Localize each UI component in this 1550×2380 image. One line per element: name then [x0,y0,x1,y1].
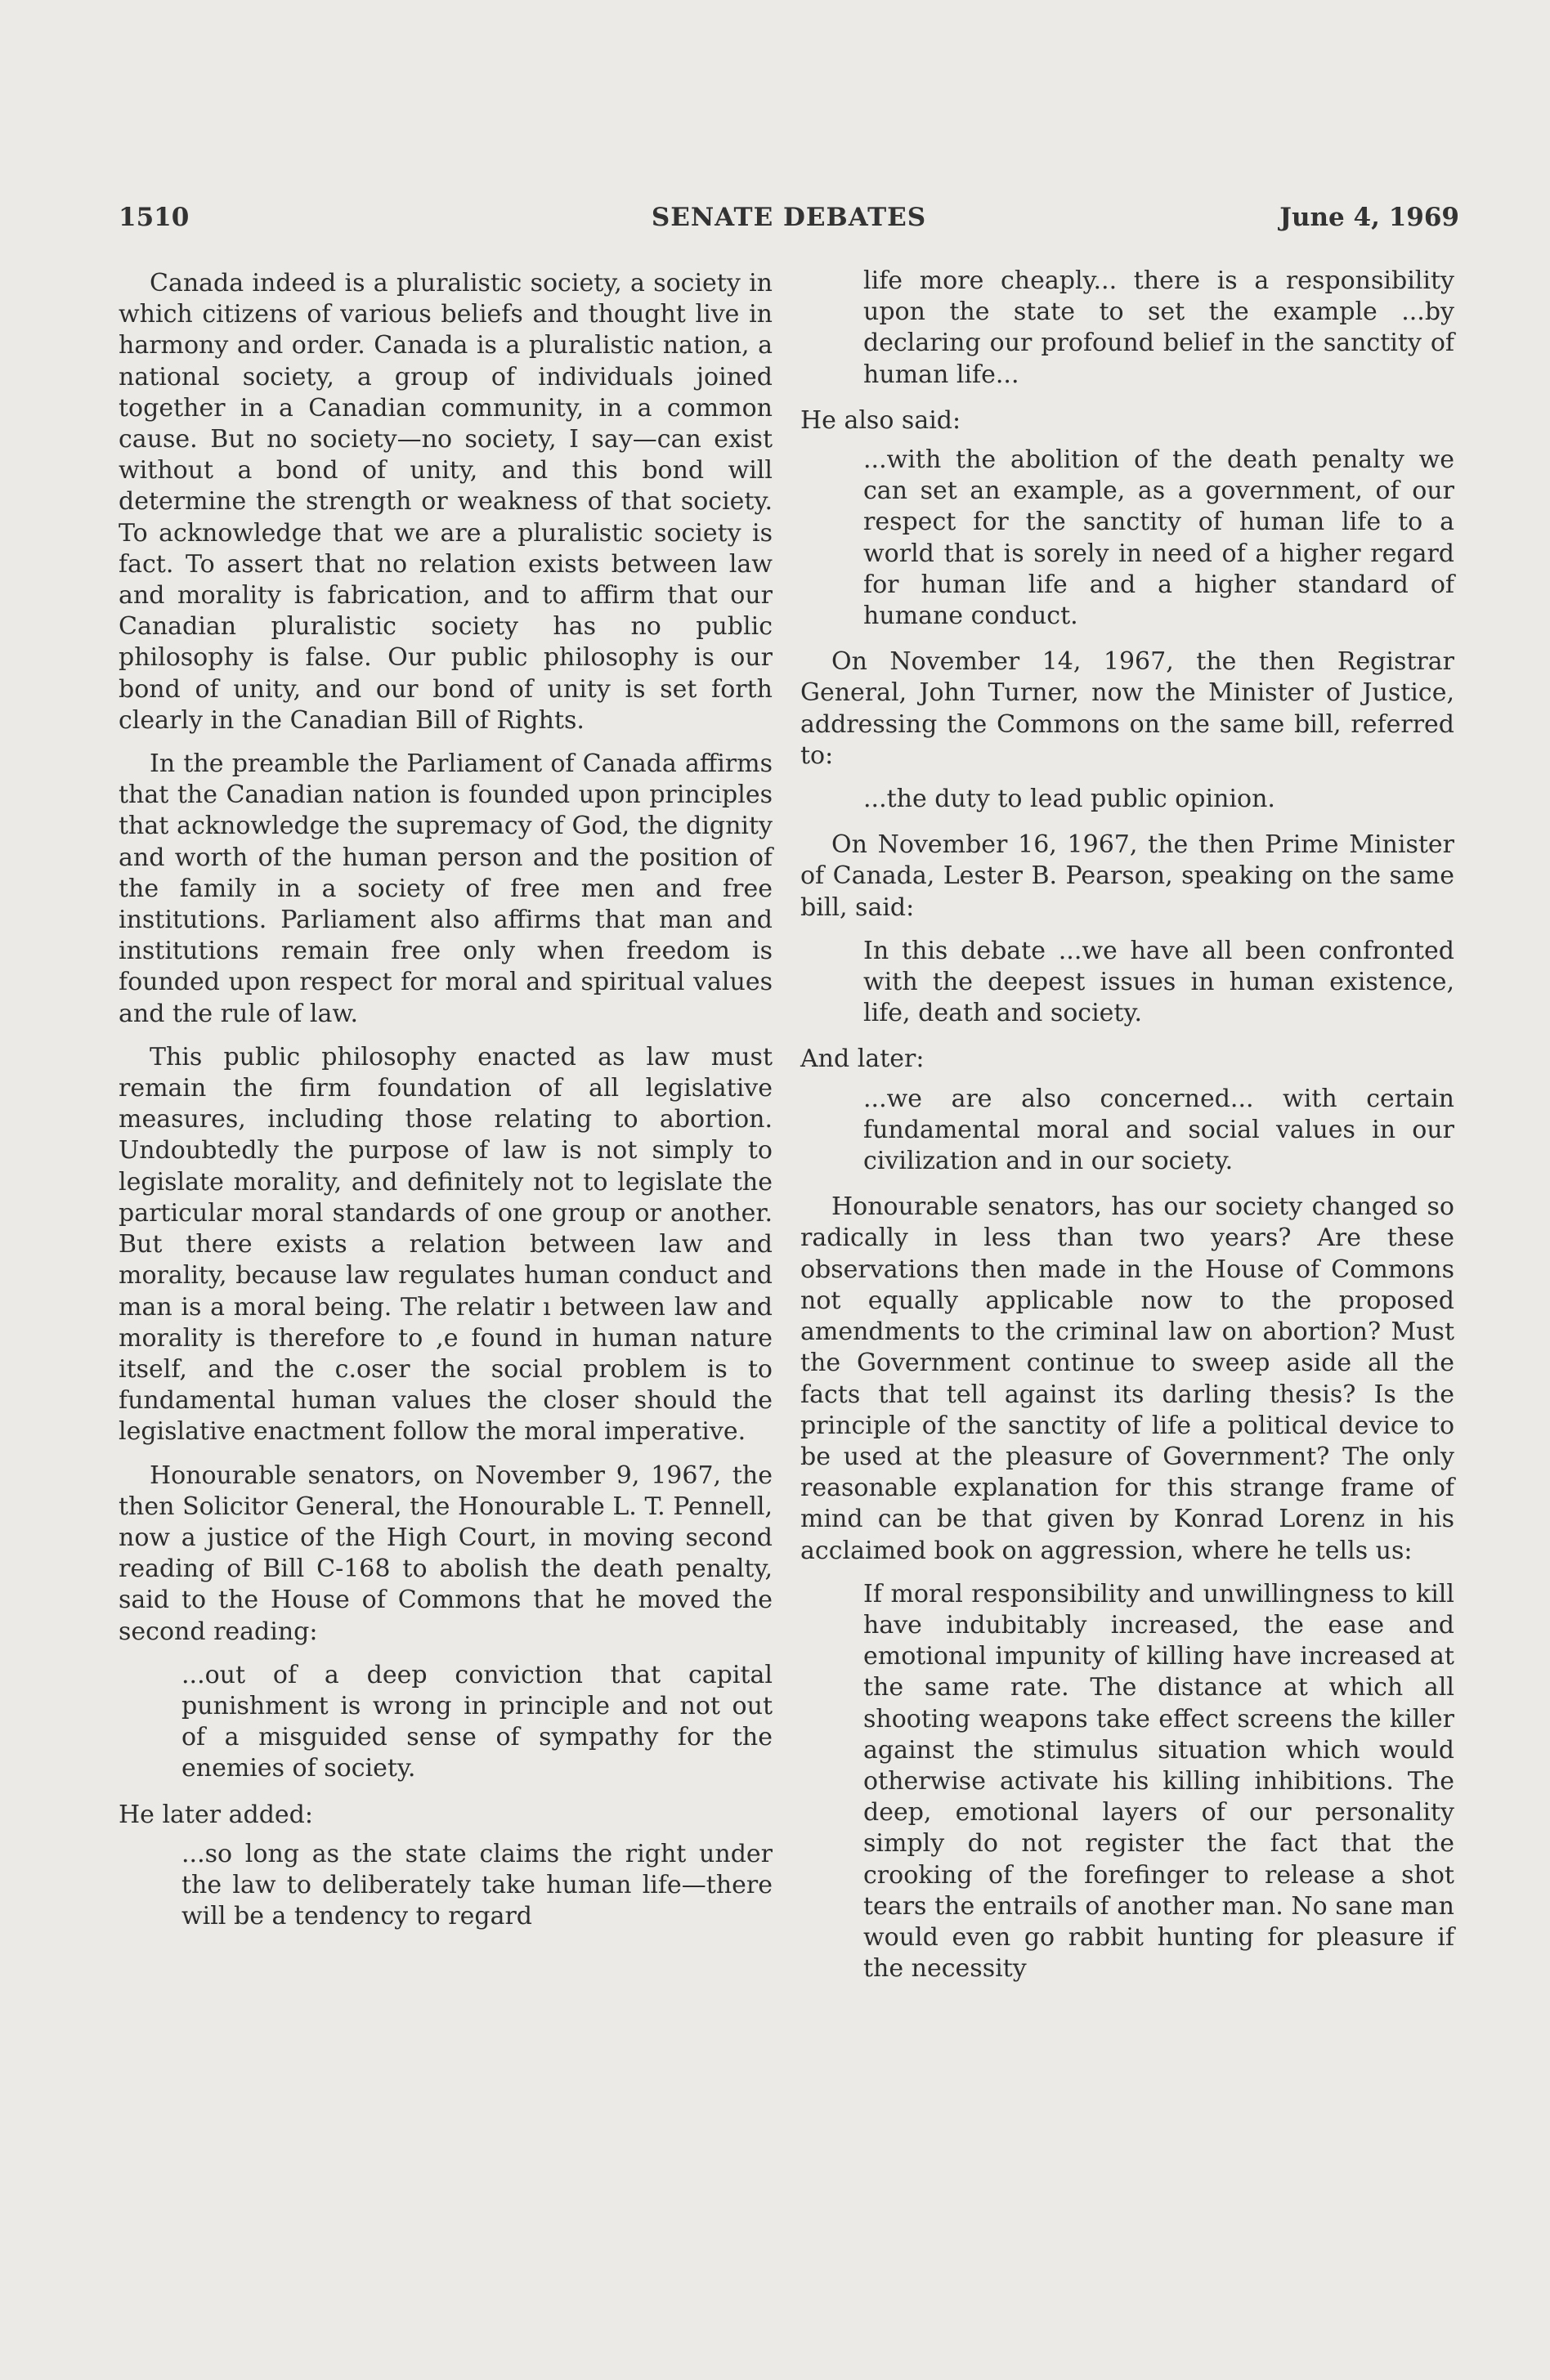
paragraph: On November 14, 1967, the then Registrar General, John Turner, now the Minister of Justice, addressing the Commons on the same bill, referred to: [800,647,1454,770]
page-number: 1510 [119,203,190,232]
publication-title: SENATE DEBATES [651,203,927,232]
issue-date: June 4, 1969 [1279,203,1459,232]
paragraph: This public philosophy enacted as law must remain the firm foundation of all legislative measures, including those relating to abortion. Undoubtedly the purpose of law is not simply to legislate morality, and definitely not to legislate the particular moral standards of one group or another. But there exists a relation between law and morality, because law regulates human conduct and man is a moral being. The relatir ı between law and morality is therefore to ,e found in human nature itself, and the c.oser the social problem is to fundamental human values the closer should the legislative enactment follow the moral imperative. [119,1042,773,1447]
paragraph: On November 16, 1967, the then Prime Minister of Canada, Lester B. Pearson, speaking on the same bill, said: [800,830,1454,922]
block-quote: ...so long as the state claims the right under the law to deliberately take human life—there will be a tendency to regard [181,1839,773,1931]
block-quote: ...we are also concerned... with certain fundamental moral and social values in our civilization and in our society. [863,1084,1454,1176]
paragraph: Honourable senators, has our society changed so radically in less than two years? Are these observations then made in the House of Commons not equally applicable now to the proposed amendments to the criminal law on abortion? Must the Government continue to sweep aside all the facts that tell against its darling thesis? Is the principle of the sanctity of life a political device to be used at the pleasure of Government? The only reasonable explanation for this strange frame of mind can be that given by Konrad Lorenz in his acclaimed book on aggression, where he tells us: [800,1192,1454,1565]
quote-intro: He later added: [119,1800,313,1829]
right-column [800,266,1454,1999]
block-quote: ...the duty to lead public opinion. [863,785,1275,814]
block-quote-continued: life more cheaply... there is a responsibility upon the state to set the example ...by declaring our profound belief in the sanctity of human life... [863,266,1454,389]
block-quote: In this debate ...we have all been confronted with the deepest issues in human existence, life, death and society. [863,936,1454,1028]
quote-intro: He also said: [800,405,961,435]
paragraph: In the preamble the Parliament of Canada affirms that the Canadian nation is founded upon principles that acknowledge the supremacy of God, the dignity and worth of the human person and the position of the family in a society of free men and free institutions. Parliament also affirms that man and institutions remain free only when freedom is founded upon respect for moral and spiritual values and the rule of law. [119,749,773,1028]
quote-intro: And later: [800,1045,925,1074]
paragraph: Honourable senators, on November 9, 1967, the then Solicitor General, the Honourable L. T. Pennell, now a justice of the High Court, in moving second reading of Bill C-168 to abolish the death penalty, said to the House of Commons that he moved the second reading: [119,1461,773,1646]
block-quote: ...out of a deep conviction that capital punishment is wrong in principle and not out of a misguided sense of sympathy for the enemies of society. [181,1660,773,1783]
block-quote: ...with the abolition of the death penalty we can set an example, as a government, of our respect for the sanctity of human life to a world that is sorely in need of a higher regard for human life and a higher standard of humane conduct. [863,445,1454,631]
page-header [119,203,1459,244]
paragraph: Canada indeed is a pluralistic society, a society in which citizens of various beliefs and thought live in harmony and order. Canada is a pluralistic nation, a national society, a group of individuals joined together in a Canadian community, in a common cause. But no society—no society, I say—can exist without a bond of unity, and this bond will determine the strength or weakness of that society. To acknowledge that we are a pluralistic society is fact. To assert that no relation exists between law and morality is fabrication, and to affirm that our Canadian pluralistic society has no public philosophy is false. Our public philosophy is our bond of unity, and our bond of unity is set forth clearly in the Canadian Bill of Rights. [119,269,773,735]
block-quote: If moral responsibility and unwillingness to kill have indubitably increased, the ease and emotional impunity of killing have increased at the same rate. The distance at which all shooting weapons take effect screens the killer against the stimulus situation which would otherwise activate his killing inhibitions. The deep, emotional layers of our personality simply do not register the fact that the crooking of the forefinger to release a shot tears the entrails of another man. No sane man would even go rabbit hunting for pleasure if the necessity [863,1579,1454,1984]
left-column [119,268,773,1947]
